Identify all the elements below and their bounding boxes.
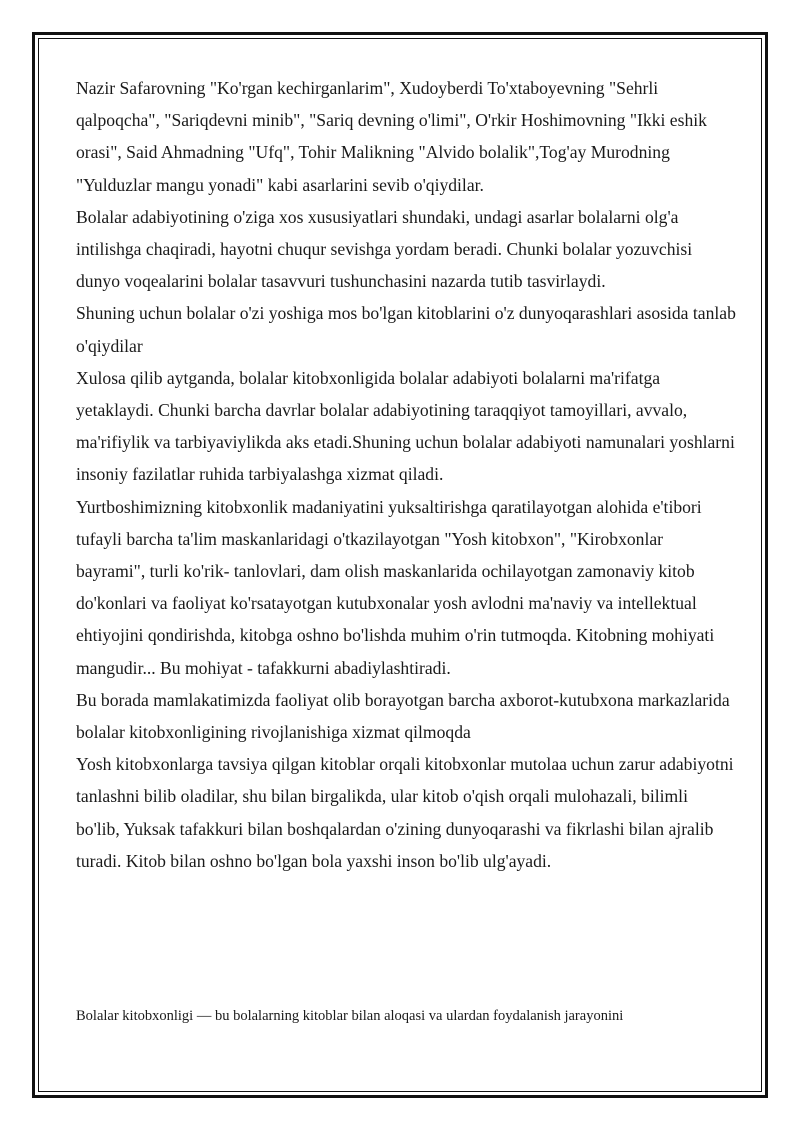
paragraph-5: Yurtboshimizning kitobxonlik madaniyatini yuksaltirishga qaratilayotgan alohida e'tibori tufayli barcha ta'lim maskanlaridagi o'tkazilayotgan "Yosh kitobxon", "Kirobxonlar bayrami", turli ko'rik- tanlovlari, dam olish maskanlarida ochilayotgan zamonaviy kitob do'konlari va faoliyat ko'rsatayotgan kutubxonalar yosh avlodni ma'naviy va intellektual ehtiyojini qondirishda, kitobga oshno bo'lishda muhim o'rin tutmoqda. Kitobning mohiyati mangudir... Bu mohiyat - tafakkurni abadiylashtiradi. [76, 496, 715, 678]
document-body [76, 72, 736, 877]
paragraph-6: Bu borada mamlakatimizda faoliyat olib borayotgan barcha axborot-kutubxona markazlarida bolalar kitobxonligining rivojlanishiga xizmat qilmoqda [76, 689, 730, 743]
paragraph-4: Xulosa qilib aytganda, bolalar kitobxonligida bolalar adabiyoti bolalarni ma'rifatga yetaklaydi. Chunki barcha davrlar bolalar adabiyotining taraqqiyot tamoyillari, avvalo, ma'rifiylik va tarbiyaviylikda aks etadi.Shuning uchun bolalar adabiyoti namunalari yoshlarni insoniy fazilatlar ruhida tarbiyalashga xizmat qiladi. [76, 367, 735, 485]
paragraph-2: Bolalar adabiyotining o'ziga xos xususiyatlari shundaki, undagi asarlar bolalarni olg'a intilishga chaqiradi, hayotni chuqur sevishga yordam beradi. Chunki bolalar yozuvchisi dunyo voqealarini bolalar tasavvuri tushunchasini nazarda tutib tasvirlaydi. [76, 206, 693, 292]
paragraph-1: Nazir Safarovning "Ko'rgan kechirganlarim", Xudoyberdi To'xtaboyevning "Sehrli qalpoqcha", "Sariqdevni minib", "Sariq devning o'limi", O'rkir Hoshimovning "Ikki eshik orasi", Said Ahmadning "Ufq", Tohir Malikning "Alvido bolalik",Tog'ay Murodning "Yulduzlar mangu yonadi" kabi asarlarini sevib o'qiydilar. [76, 78, 707, 195]
paragraph-3: Shuning uchun bolalar o'zi yoshiga mos bo'lgan kitoblarini o'z dunyoqarashlari asosida tanlab o'qiydilar [76, 303, 736, 356]
footnote: Bolalar kitobxonligi — bu bolalarning kitoblar bilan aloqasi va ulardan foydalanish jarayonini [76, 1008, 624, 1024]
paragraph-7: Yosh kitobxonlarga tavsiya qilgan kitoblar orqali kitobxonlar mutolaa uchun zarur adabiyotni tanlashni bilib oladilar, shu bilan birgalikda, ular kitob o'qish orqali mulohazali, bilimli bo'lib, Yuksak tafakkuri bilan boshqalardan o'zining dunyoqarashi va fikrlashi bilan ajralib turadi. Kitob bilan oshno bo'lgan bola yaxshi inson bo'lib ulg'ayadi. [76, 754, 734, 871]
